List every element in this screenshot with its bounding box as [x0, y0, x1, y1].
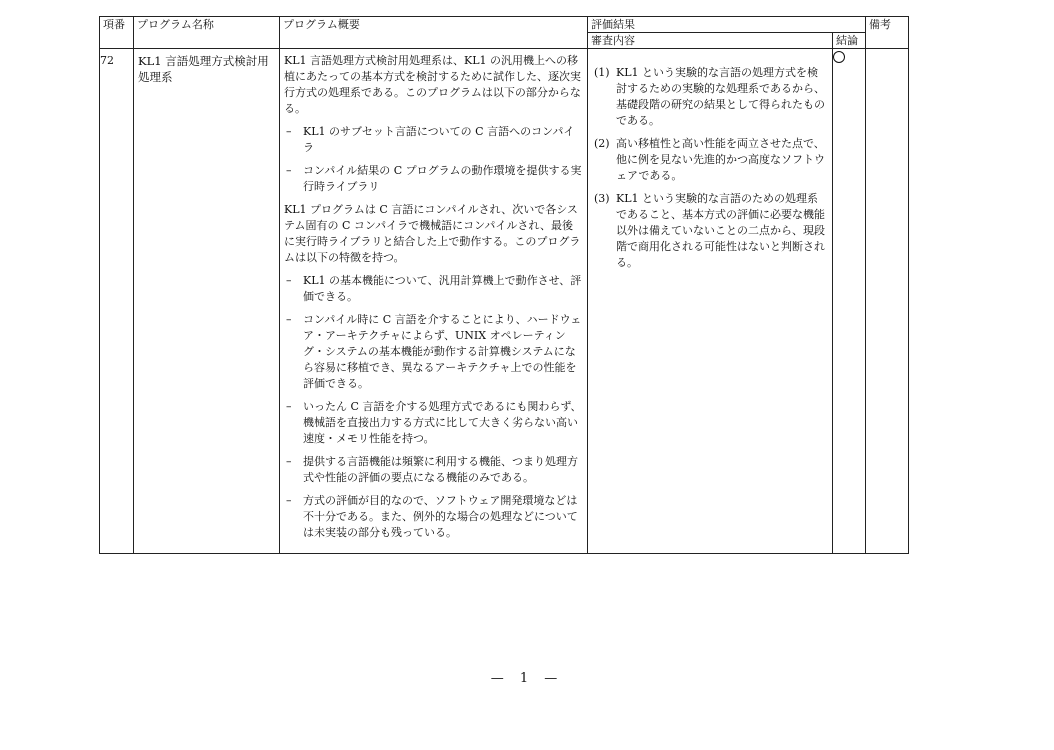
dash-marker: –: [286, 125, 292, 138]
dash-marker: –: [286, 313, 292, 326]
summary-feature-text: KL1 の基本機能について、汎用計算機上で動作させ、評価できる。: [303, 274, 582, 303]
summary-feature: [284, 493, 583, 541]
header-eval-result: 評価結果: [588, 17, 866, 33]
summary-feature: [284, 312, 583, 392]
page-number: — 1 —: [490, 671, 564, 686]
header-item-no: 項番: [100, 17, 134, 49]
header-program-summary: プログラム概要: [280, 17, 588, 49]
review-item: [594, 65, 828, 129]
evaluation-table: [99, 16, 909, 554]
review-item: [594, 136, 828, 184]
review-content: [588, 49, 833, 554]
summary-feature-text: 提供する言語機能は頻繁に利用する機能、つまり処理方式や性能の評価の要点になる機能のみである。: [303, 455, 578, 484]
review-item-number: (1): [594, 66, 610, 79]
header-review-content: 審査内容: [588, 33, 833, 49]
review-item-text: KL1 という実験的な言語のための処理系であること、基本方式の評価に必要な機能以外は備えていないことの二点から、現段階で商用化される可能性はないと判断される。: [616, 192, 825, 269]
summary-feature-text: コンパイル時に C 言語を介することにより、ハードウェア・アーキテクチャによらず、UNIX オペレーティング・システムの基本機能が動作する計算機システムになら容易に移植でき、異なるアーキテクチャ上での性能を評価できる。: [303, 313, 582, 390]
summary-feature-text: いったん C 言語を介する処理方式であるにも関わらず、機械語を直接出力する方式に比して大きく劣らない高い速度・メモリ性能を持つ。: [303, 400, 582, 445]
dash-marker: –: [286, 400, 292, 413]
review-item-number: (3): [594, 192, 610, 205]
summary-part: [284, 124, 583, 156]
header-program-name: プログラム名称: [134, 17, 280, 49]
dash-marker: –: [286, 455, 292, 468]
summary-part: [284, 163, 583, 195]
summary-feature: [284, 454, 583, 486]
dash-marker: –: [286, 274, 292, 287]
summary-feature-text: 方式の評価が目的なので、ソフトウェア開発環境などは不十分である。また、例外的な場合の処理などについては未実装の部分も残っている。: [303, 494, 578, 539]
conclusion-circle-mark: [833, 51, 845, 63]
summary-feature: [284, 399, 583, 447]
summary-part-text: KL1 のサブセット言語についての C 言語へのコンパイラ: [303, 125, 575, 154]
summary-intro: KL1 言語処理方式検討用処理系は、KL1 の汎用機上への移植にあたっての基本方式を検討するために試作した、逐次実行方式の処理系である。このプログラムは以下の部分からなる。: [284, 54, 581, 115]
conclusion-cell: [833, 49, 866, 554]
dash-marker: –: [286, 494, 292, 507]
summary-feature: [284, 273, 583, 305]
review-item: [594, 191, 828, 271]
review-item-text: KL1 という実験的な言語の処理方式を検討するための実験的な処理系であるから、基礎段階の研究の結果として得られたものである。: [616, 66, 825, 127]
review-item-text: 高い移植性と高い性能を両立させた点で、他に例を見ない先進的かつ高度なソフトウェアである。: [616, 137, 825, 182]
dash-marker: –: [286, 164, 292, 177]
summary-part-text: コンパイル結果の C プログラムの動作環境を提供する実行時ライブラリ: [303, 164, 582, 193]
program-summary: [280, 49, 588, 554]
item-number: 72: [100, 49, 134, 554]
table-row: [100, 49, 909, 554]
program-name: KL1 言語処理方式検討用処理系: [134, 49, 280, 554]
summary-middle: KL1 プログラムは C 言語にコンパイルされ、次いで各システム固有の C コンパイラで機械語にコンパイルされ、最後に実行時ライブラリと結合した上で動作する。このプログラムは以下の特徴を持つ。: [284, 203, 581, 264]
header-remarks: 備考: [866, 17, 909, 49]
remarks-cell: [866, 49, 909, 554]
header-conclusion: 結論: [833, 33, 866, 49]
review-item-number: (2): [594, 137, 610, 150]
